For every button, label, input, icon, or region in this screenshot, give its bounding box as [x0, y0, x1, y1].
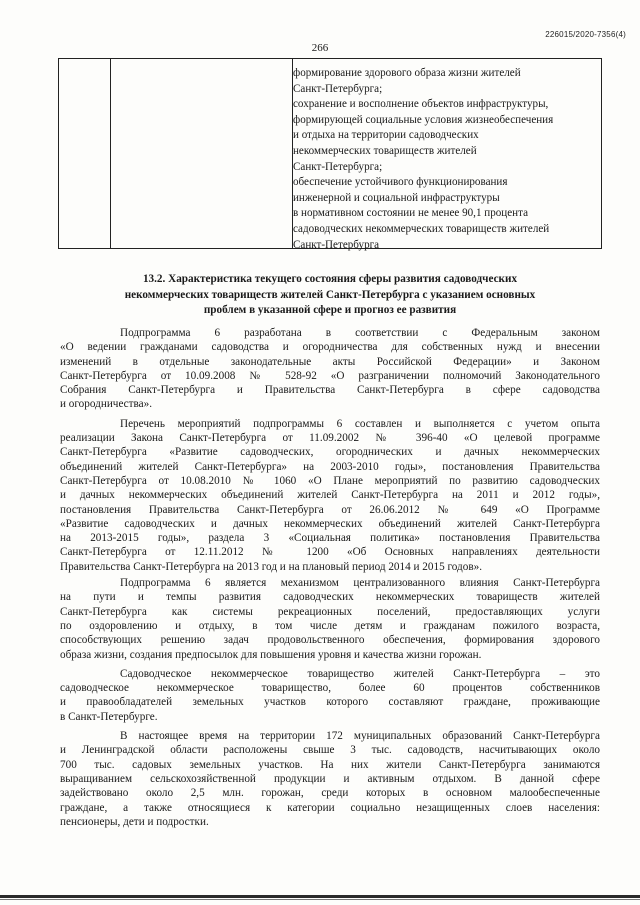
paragraph-line: объединений жителей Санкт-Петербурга» на 2003-2010 годы», постановления Правительства — [60, 460, 600, 473]
paragraph — [60, 576, 600, 662]
table-line: некоммерческих товариществ жителей — [293, 144, 477, 157]
paragraph-line: Санкт-Петербурга как системы рекреационных поселений, предоставляющих услуги — [60, 605, 600, 618]
paragraph-line: Санкт-Петербурга «Развитие садоводческих, огороднических и дачных некоммерческих — [60, 446, 600, 459]
document-body — [60, 326, 600, 829]
paragraph-line: по оздоровлению и отдыху, в том числе детям и гражданам пожилого возраста, — [60, 619, 600, 632]
table-line: Санкт-Петербурга; — [293, 82, 383, 95]
paragraph — [60, 667, 600, 724]
paragraph-line: Санкт-Петербурга от 10.09.2008 № 528-92 «О разграничении полномочий Законодательного — [60, 369, 600, 382]
paragraph-line: задействовано около 2,5 млн. горожан, среди которых в основном малообеспеченные — [60, 787, 600, 800]
paragraph-line: граждане, а также относящиеся к категории социально незащищенных слоев населения: — [60, 801, 600, 814]
table-line: обеспечение устойчивого функционирования — [293, 176, 508, 189]
paragraph — [60, 729, 600, 829]
document-id: 226015/2020-7356(4) — [545, 30, 626, 39]
scan-edge-line — [0, 895, 640, 898]
paragraph — [60, 417, 600, 574]
continuation-table — [58, 58, 602, 249]
table-line: и отдыха на территории садоводческих — [293, 129, 479, 142]
paragraph-line: Санкт-Петербурга от 12.11.2012 № 1200 «Об Основных направлениях деятельности — [60, 546, 600, 559]
table-line: инженерной и социальной инфраструктуры — [293, 191, 500, 204]
paragraph-line: и дачных некоммерческих объединений жителей Санкт-Петербурга на 2011 и 2012 годы», — [60, 489, 600, 502]
paragraph-line: Перечень мероприятий подпрограммы 6 составлен и выполняется с учетом опыта — [120, 417, 600, 430]
table-line: сохранение и восполнение объектов инфраструктуры, — [293, 98, 549, 111]
paragraph-line: и огородничества». — [60, 398, 153, 411]
paragraph-line: В настоящее время на территории 172 муниципальных образований Санкт-Петербурга — [120, 730, 600, 743]
paragraph-line: Садоводческое некоммерческое товарищество жителей Санкт-Петербурга – это — [120, 667, 600, 680]
table-line: садоводческих некоммерческих товариществ жителей — [293, 222, 550, 235]
heading-line: 13.2. Характеристика текущего состояния сферы развития садоводческих — [142, 273, 518, 285]
paragraph-line: Собрания Санкт-Петербурга и Правительства Санкт-Петербурга в сфере садоводства — [60, 384, 600, 397]
paragraph-line: Санкт-Петербурга от 10.08.2010 № 1060 «О Плане мероприятий по развитию садоводческих — [60, 474, 600, 487]
paragraph-line: и правообладателей земельных участков которого составляют граждане, проживающие — [60, 696, 600, 709]
paragraph-line: постановления Правительства Санкт-Петербурга от 26.06.2012 № 649 «О Программе — [60, 503, 600, 516]
paragraph-line: Подпрограмма 6 является механизмом централизованного влияния Санкт-Петербурга — [120, 577, 600, 590]
paragraph-line: изменений в отдельные законодательные акты Российской Федерации» и Законом — [60, 355, 600, 368]
section-heading — [60, 272, 600, 319]
paragraph-line: выращиванием сельскохозяйственной продукции и активным отдыхом. В данной сфере — [60, 772, 600, 785]
paragraph-line: «О ведении гражданами садоводства и огородничества для собственных нужд и внесении — [60, 341, 600, 354]
paragraph-line: и Ленинградской области расположены свыше 3 тыс. садоводств, насчитывающих около — [60, 744, 600, 757]
paragraph-line: пенсионеры, дети и подростки. — [60, 815, 209, 828]
paragraph-line: реализации Закона Санкт-Петербурга от 11.09.2002 № 396-40 «О целевой программе — [60, 432, 600, 445]
paragraph-line: садоводческое некоммерческое товарищество, более 60 процентов собственников — [60, 682, 600, 695]
paragraph-line: способствующих решению задач продовольственного обеспечения, формирования здорового — [60, 634, 600, 647]
scan-edge-line — [0, 899, 640, 900]
table-column-1 — [59, 59, 111, 248]
paragraph-line: «Развитие садоводческих и дачных некоммерческих объединений жителей Санкт-Петербурга — [60, 517, 600, 530]
table-line: формирующей социальные условия жизнеобеспечения — [293, 113, 554, 126]
table-line: в нормативном состоянии не менее 90,1 процента — [293, 207, 528, 220]
table-line: Санкт-Петербурга; — [293, 160, 383, 173]
paragraph-line: Правительства Санкт-Петербурга на 2013 год и на плановый период 2014 и 2015 годов». — [60, 560, 482, 573]
heading-line: некоммерческих товариществ жителей Санкт-Петербурга с указанием основных — [124, 288, 536, 301]
paragraph-line: на 2013-2015 годы», раздела 3 «Социальная политика» постановления Правительства — [60, 532, 600, 545]
page-number: 266 — [311, 42, 329, 54]
paragraph-line: в Санкт-Петербурге. — [60, 710, 158, 723]
table-line: Санкт-Петербурга — [293, 238, 380, 251]
paragraph-line: Подпрограмма 6 разработана в соответствии с Федеральным законом — [120, 327, 600, 339]
paragraph-line: образа жизни, создания предпосылок для повышения уровня и качества жизни горожан. — [60, 648, 482, 661]
paragraph-line: 700 тыс. садовых земельных участков. На них жители Санкт-Петербурга занимаются — [60, 758, 600, 771]
paragraph-line: на пути и темпы развития садоводческих некоммерческих товариществ жителей — [60, 591, 600, 604]
heading-line: проблем в указанной сфере и прогноз ее развития — [203, 304, 457, 317]
table-column-2 — [110, 59, 293, 248]
table-cell-goals — [293, 66, 595, 253]
table-line: формирование здорового образа жизни жителей — [293, 67, 521, 79]
paragraph — [60, 326, 600, 412]
